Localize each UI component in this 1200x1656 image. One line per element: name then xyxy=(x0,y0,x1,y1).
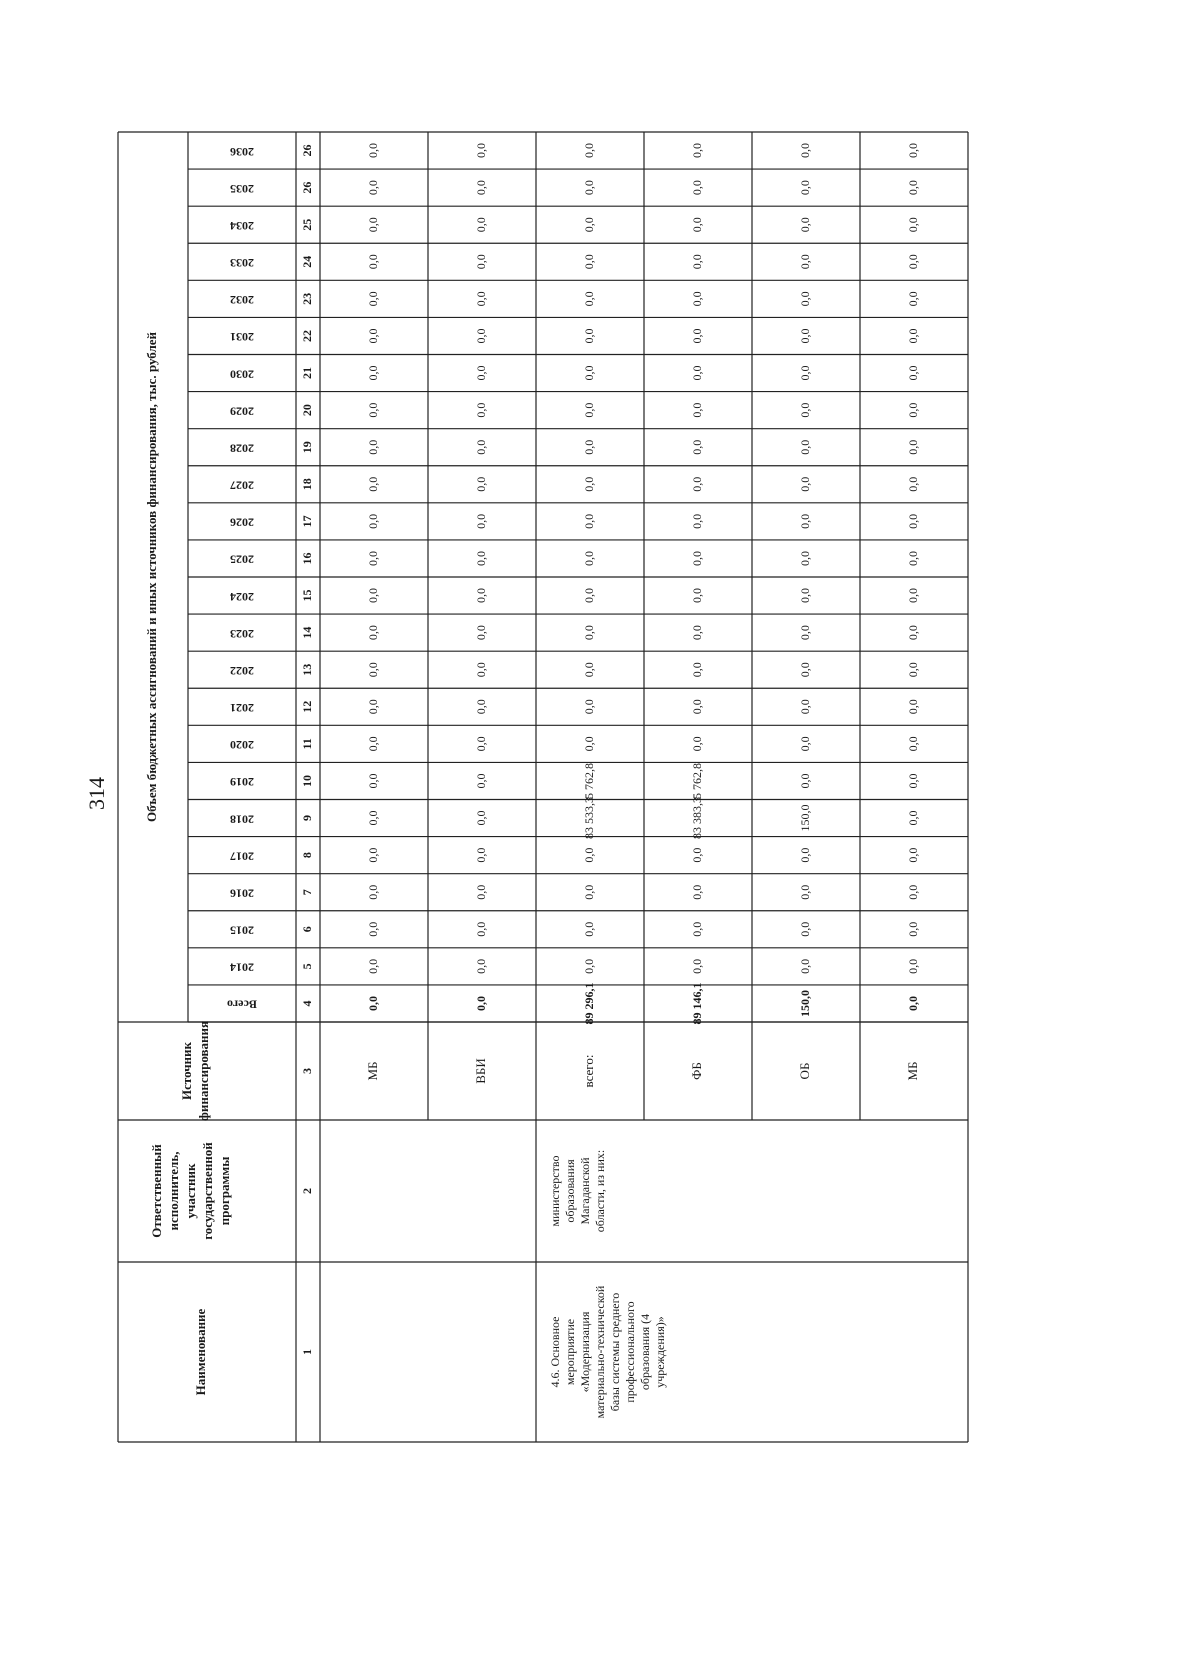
value-cell: 0,0 xyxy=(905,402,920,418)
header-year-2036: 2036 xyxy=(230,144,254,159)
value-cell: 0,0 xyxy=(689,439,704,455)
source-cell: МБ xyxy=(904,1061,920,1081)
header-executor: исполнитель, xyxy=(165,1151,181,1231)
value-cell: 0,0 xyxy=(581,884,596,900)
value-cell: 0,0 xyxy=(905,921,920,937)
value-cell: 0,0 xyxy=(689,847,704,863)
name-cell: образования (4 xyxy=(637,1313,652,1391)
value-cell: 0,0 xyxy=(473,588,488,604)
value-cell: 0,0 xyxy=(473,402,488,418)
header-year-2026: 2026 xyxy=(230,515,254,530)
value-cell: 0,0 xyxy=(797,699,812,715)
value-cell: 0,0 xyxy=(797,958,812,974)
header-year-2032: 2032 xyxy=(230,293,254,308)
value-cell: 0,0 xyxy=(689,328,704,344)
value-cell: 0,0 xyxy=(689,736,704,752)
value-cell: 0,0 xyxy=(689,291,704,307)
header-executor: участник xyxy=(182,1163,198,1219)
column-number: 25 xyxy=(299,218,314,231)
column-number: 6 xyxy=(299,926,314,933)
column-number: 16 xyxy=(299,552,314,565)
value-cell: 0,0 xyxy=(797,513,812,529)
header-year-2019: 2019 xyxy=(230,775,254,790)
header-year-Всего: Всего xyxy=(227,997,257,1012)
value-cell: 0,0 xyxy=(689,513,704,529)
column-number: 17 xyxy=(299,515,314,528)
value-cell: 0,0 xyxy=(581,550,596,566)
value-cell: 0,0 xyxy=(365,291,380,307)
header-year-2028: 2028 xyxy=(230,441,254,456)
column-number: 15 xyxy=(299,589,314,602)
value-cell: 0,0 xyxy=(473,180,488,196)
value-cell: 0,0 xyxy=(365,958,380,974)
header-year-2027: 2027 xyxy=(230,478,254,493)
value-cell: 0,0 xyxy=(797,291,812,307)
value-cell: 0,0 xyxy=(905,328,920,344)
value-cell: 0,0 xyxy=(365,550,380,566)
value-cell: 0,0 xyxy=(365,513,380,529)
source-cell: МБ xyxy=(364,1061,380,1081)
value-cell: 0,0 xyxy=(473,476,488,492)
value-cell: 0,0 xyxy=(797,588,812,604)
value-cell: 0,0 xyxy=(689,699,704,715)
value-cell: 0,0 xyxy=(689,884,704,900)
value-cell: 0,0 xyxy=(905,847,920,863)
value-cell: 0,0 xyxy=(797,402,812,418)
value-cell: 0,0 xyxy=(905,736,920,752)
value-cell: 0,0 xyxy=(473,291,488,307)
executor-cell: министерство xyxy=(547,1155,562,1227)
value-cell: 0,0 xyxy=(689,476,704,492)
value-cell: 0,0 xyxy=(797,884,812,900)
column-number: 23 xyxy=(299,292,314,305)
column-number: 12 xyxy=(299,700,314,713)
value-cell: 150,0 xyxy=(797,989,812,1017)
executor-cell: образования xyxy=(562,1159,577,1223)
source-cell: ФБ xyxy=(688,1062,704,1080)
column-number: 4 xyxy=(299,1000,314,1007)
value-cell: 0,0 xyxy=(797,217,812,233)
value-cell: 0,0 xyxy=(473,884,488,900)
value-cell: 0,0 xyxy=(797,625,812,641)
value-cell: 0,0 xyxy=(905,143,920,159)
value-cell: 0,0 xyxy=(905,254,920,270)
value-cell: 0,0 xyxy=(797,143,812,159)
value-cell: 0,0 xyxy=(473,550,488,566)
value-cell: 0,0 xyxy=(905,773,920,789)
value-cell: 0,0 xyxy=(365,476,380,492)
column-number: 24 xyxy=(299,255,314,268)
value-cell: 0,0 xyxy=(905,365,920,381)
value-cell: 0,0 xyxy=(365,625,380,641)
value-cell: 0,0 xyxy=(689,958,704,974)
value-cell: 0,0 xyxy=(689,921,704,937)
value-cell: 83 383,3 xyxy=(689,797,704,840)
value-cell: 0,0 xyxy=(905,291,920,307)
value-cell: 0,0 xyxy=(797,328,812,344)
value-cell: 0,0 xyxy=(689,217,704,233)
column-number: 26 xyxy=(299,181,314,194)
value-cell: 0,0 xyxy=(473,662,488,678)
column-number: 13 xyxy=(299,663,314,676)
header-year-2018: 2018 xyxy=(230,812,254,827)
value-cell: 0,0 xyxy=(905,588,920,604)
value-cell: 0,0 xyxy=(365,847,380,863)
value-cell: 0,0 xyxy=(365,439,380,455)
value-cell: 0,0 xyxy=(581,625,596,641)
header-year-2023: 2023 xyxy=(230,626,254,641)
value-cell: 0,0 xyxy=(581,143,596,159)
value-cell: 0,0 xyxy=(905,662,920,678)
header-year-2029: 2029 xyxy=(230,404,254,419)
value-cell: 0,0 xyxy=(473,143,488,159)
value-cell: 0,0 xyxy=(797,847,812,863)
value-cell: 0,0 xyxy=(689,254,704,270)
column-number: 19 xyxy=(299,441,314,454)
executor-cell: области, из них: xyxy=(592,1149,607,1233)
value-cell: 0,0 xyxy=(797,365,812,381)
value-cell: 5 762,8 xyxy=(581,762,596,799)
value-cell: 0,0 xyxy=(581,217,596,233)
column-number: 14 xyxy=(299,626,314,639)
value-cell: 0,0 xyxy=(473,958,488,974)
value-cell: 0,0 xyxy=(473,699,488,715)
name-cell: «Модернизация xyxy=(577,1311,592,1393)
value-cell: 0,0 xyxy=(797,773,812,789)
value-cell: 0,0 xyxy=(905,217,920,233)
value-cell: 0,0 xyxy=(689,625,704,641)
value-cell: 0,0 xyxy=(365,921,380,937)
value-cell: 0,0 xyxy=(365,588,380,604)
header-source: финансирования xyxy=(195,1020,211,1122)
value-cell: 0,0 xyxy=(581,736,596,752)
value-cell: 0,0 xyxy=(473,217,488,233)
source-cell: всего: xyxy=(580,1054,596,1088)
header-year-2020: 2020 xyxy=(230,738,254,753)
budget-table xyxy=(118,132,968,1532)
page-number: 314 xyxy=(84,777,109,810)
column-number: 3 xyxy=(299,1068,314,1074)
column-number: 1 xyxy=(299,1349,314,1355)
value-cell: 0,0 xyxy=(365,810,380,826)
value-cell: 0,0 xyxy=(797,476,812,492)
value-cell: 0,0 xyxy=(365,328,380,344)
header-executor: Ответственный xyxy=(148,1144,164,1238)
value-cell: 0,0 xyxy=(581,699,596,715)
value-cell: 0,0 xyxy=(473,921,488,937)
column-number: 5 xyxy=(299,963,314,970)
source-cell: ОБ xyxy=(796,1062,812,1080)
value-cell: 0,0 xyxy=(365,699,380,715)
value-cell: 0,0 xyxy=(581,921,596,937)
value-cell: 0,0 xyxy=(581,254,596,270)
header-volume: Объем бюджетных ассигнований и иных источников финансирования, тыс. рублей xyxy=(143,331,159,823)
value-cell: 0,0 xyxy=(797,439,812,455)
value-cell: 89 296,1 xyxy=(581,982,596,1025)
value-cell: 0,0 xyxy=(365,365,380,381)
value-cell: 89 146,1 xyxy=(689,982,704,1025)
value-cell: 0,0 xyxy=(797,921,812,937)
value-cell: 0,0 xyxy=(581,847,596,863)
header-executor: программы xyxy=(216,1156,232,1226)
budget-table-grid xyxy=(118,132,1200,1532)
column-number: 2 xyxy=(299,1188,314,1194)
value-cell: 0,0 xyxy=(581,439,596,455)
value-cell: 0,0 xyxy=(365,995,380,1011)
value-cell: 0,0 xyxy=(797,736,812,752)
header-year-2021: 2021 xyxy=(230,701,254,716)
name-cell: материально-технической xyxy=(592,1285,607,1419)
value-cell: 0,0 xyxy=(689,662,704,678)
value-cell: 0,0 xyxy=(365,736,380,752)
value-cell: 0,0 xyxy=(905,513,920,529)
value-cell: 0,0 xyxy=(689,180,704,196)
value-cell: 5 762,8 xyxy=(689,762,704,799)
column-number: 18 xyxy=(299,478,314,491)
header-name: Наименование xyxy=(192,1308,208,1396)
column-number: 11 xyxy=(299,738,314,750)
value-cell: 0,0 xyxy=(365,662,380,678)
value-cell: 0,0 xyxy=(905,958,920,974)
value-cell: 0,0 xyxy=(473,365,488,381)
value-cell: 0,0 xyxy=(581,476,596,492)
value-cell: 0,0 xyxy=(473,254,488,270)
value-cell: 0,0 xyxy=(581,291,596,307)
value-cell: 0,0 xyxy=(689,365,704,381)
value-cell: 0,0 xyxy=(473,847,488,863)
value-cell: 0,0 xyxy=(905,550,920,566)
executor-cell: Магаданской xyxy=(577,1157,592,1225)
value-cell: 150,0 xyxy=(797,804,812,832)
value-cell: 0,0 xyxy=(365,884,380,900)
value-cell: 0,0 xyxy=(365,180,380,196)
column-number: 9 xyxy=(299,815,314,822)
value-cell: 0,0 xyxy=(797,180,812,196)
value-cell: 0,0 xyxy=(689,588,704,604)
name-cell: 4.6. Основное xyxy=(547,1316,562,1388)
name-cell: базы системы среднего xyxy=(607,1292,622,1412)
header-year-2025: 2025 xyxy=(230,552,254,567)
value-cell: 0,0 xyxy=(473,439,488,455)
column-number: 8 xyxy=(299,852,314,859)
header-year-2022: 2022 xyxy=(230,663,254,678)
value-cell: 0,0 xyxy=(581,328,596,344)
value-cell: 0,0 xyxy=(365,402,380,418)
header-year-2035: 2035 xyxy=(230,181,254,196)
value-cell: 0,0 xyxy=(581,958,596,974)
value-cell: 0,0 xyxy=(365,254,380,270)
value-cell: 0,0 xyxy=(797,662,812,678)
value-cell: 0,0 xyxy=(365,217,380,233)
value-cell: 0,0 xyxy=(905,995,920,1011)
value-cell: 0,0 xyxy=(473,995,488,1011)
header-year-2034: 2034 xyxy=(230,218,254,233)
column-number: 7 xyxy=(299,889,314,896)
header-year-2033: 2033 xyxy=(230,256,254,271)
header-year-2017: 2017 xyxy=(230,849,254,864)
value-cell: 0,0 xyxy=(581,402,596,418)
column-number: 20 xyxy=(299,404,314,417)
column-number: 22 xyxy=(299,329,314,342)
value-cell: 0,0 xyxy=(473,513,488,529)
header-year-2014: 2014 xyxy=(230,960,254,975)
value-cell: 0,0 xyxy=(689,550,704,566)
value-cell: 0,0 xyxy=(905,810,920,826)
value-cell: 0,0 xyxy=(473,328,488,344)
value-cell: 0,0 xyxy=(689,143,704,159)
value-cell: 0,0 xyxy=(581,180,596,196)
column-number: 10 xyxy=(299,774,314,787)
value-cell: 0,0 xyxy=(581,365,596,381)
header-executor: государственной xyxy=(199,1142,215,1240)
value-cell: 0,0 xyxy=(797,254,812,270)
value-cell: 0,0 xyxy=(905,625,920,641)
value-cell: 0,0 xyxy=(581,513,596,529)
header-source: Источник xyxy=(178,1041,194,1101)
header-year-2030: 2030 xyxy=(230,367,254,382)
header-year-2016: 2016 xyxy=(230,886,254,901)
value-cell: 0,0 xyxy=(365,143,380,159)
value-cell: 0,0 xyxy=(905,884,920,900)
name-cell: профессионального xyxy=(622,1301,637,1403)
name-cell: учреждения)» xyxy=(652,1316,667,1388)
column-number: 26 xyxy=(299,144,314,157)
name-cell: мероприятие xyxy=(562,1318,577,1386)
column-number: 21 xyxy=(299,367,314,380)
value-cell: 0,0 xyxy=(473,625,488,641)
header-year-2024: 2024 xyxy=(230,589,254,604)
value-cell: 0,0 xyxy=(689,402,704,418)
value-cell: 0,0 xyxy=(581,588,596,604)
header-year-2015: 2015 xyxy=(230,923,254,938)
source-cell: ВБИ xyxy=(472,1058,488,1084)
value-cell: 0,0 xyxy=(905,476,920,492)
header-year-2031: 2031 xyxy=(230,330,254,345)
value-cell: 0,0 xyxy=(905,180,920,196)
value-cell: 0,0 xyxy=(797,550,812,566)
value-cell: 0,0 xyxy=(905,699,920,715)
value-cell: 0,0 xyxy=(365,773,380,789)
value-cell: 0,0 xyxy=(581,662,596,678)
value-cell: 0,0 xyxy=(473,773,488,789)
value-cell: 0,0 xyxy=(905,439,920,455)
value-cell: 0,0 xyxy=(473,736,488,752)
value-cell: 83 533,3 xyxy=(581,797,596,840)
value-cell: 0,0 xyxy=(473,810,488,826)
